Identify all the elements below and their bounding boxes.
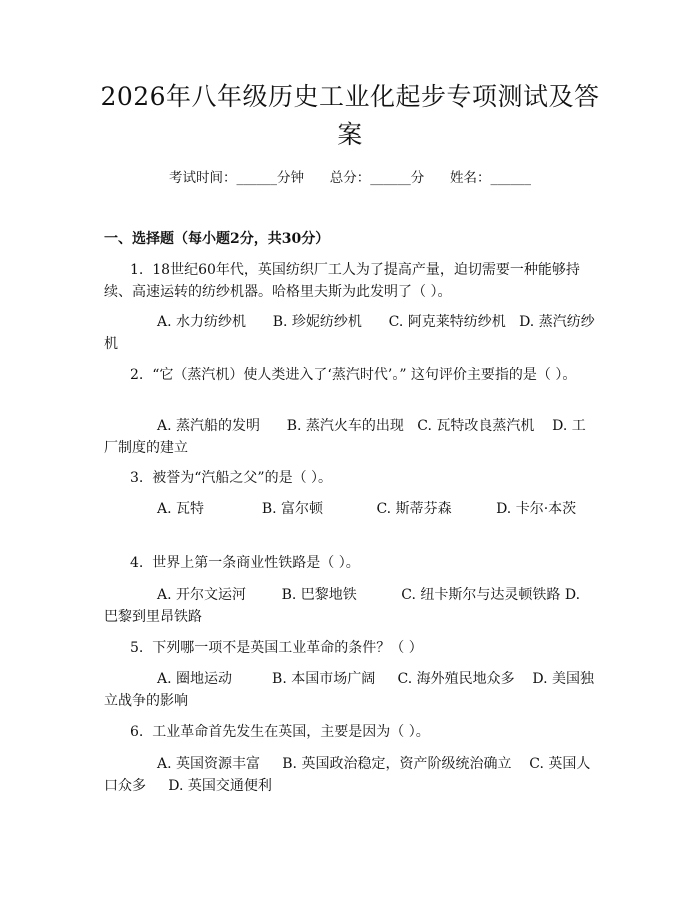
question-3-options: A. 瓦特 B. 富尔顿 C. 斯蒂芬森 D. 卡尔·本茨 — [157, 501, 577, 517]
question-5-text: 5. 下列哪一项不是英国工业革命的条件？（ ） — [130, 640, 423, 656]
question-4-options: A. 开尔文运河 B. 巴黎地铁 C. 纽卡斯尔与达灵顿铁路 D. 巴黎到里昂铁路 — [104, 587, 585, 625]
question-2-text: 2. “它（蒸汽机）使人类进入了‘蒸汽时代’。” 这句评价主要指的是（ ）。 — [130, 367, 577, 383]
page-title: 2026年八年级历史工业化起步专项测试及答案 — [100, 82, 600, 149]
exam-meta-line: 考试时间：______分钟 总分：______分 姓名：______ — [169, 170, 531, 186]
question-4-text: 4. 世界上第一条商业性铁路是（ ）。 — [130, 555, 360, 571]
question-6-options: A. 英国资源丰富 B. 英国政治稳定，资产阶级统治确立 C. 英国人口众多 D. 英国交通便利 — [104, 756, 591, 794]
question-1-text: 1. 18世纪60年代，英国纺织厂工人为了提高产量，迫切需要一种能够持续、高速运转的纺纱机器。哈格里夫斯为此发明了（ ）。 — [104, 262, 580, 300]
question-3-text: 3. 被誉为“汽船之父”的是（ ）。 — [130, 470, 333, 486]
question-5-options: A. 圈地运动 B. 本国市场广阔 C. 海外殖民地众多 D. 美国独立战争的影响 — [104, 671, 595, 709]
question-2-options: A. 蒸汽船的发明 B. 蒸汽火车的出现 C. 瓦特改良蒸汽机 D. 工厂制度的建立 — [104, 418, 586, 456]
question-1-options: A. 水力纺纱机 B. 珍妮纺纱机 C. 阿克莱特纺纱机 D. 蒸汽纺纱机 — [104, 314, 595, 352]
section-title: 一、选择题（每小题2分，共30分） — [104, 231, 330, 247]
question-6-text: 6. 工业革命首先发生在英国，主要是因为（ ）。 — [130, 724, 430, 740]
